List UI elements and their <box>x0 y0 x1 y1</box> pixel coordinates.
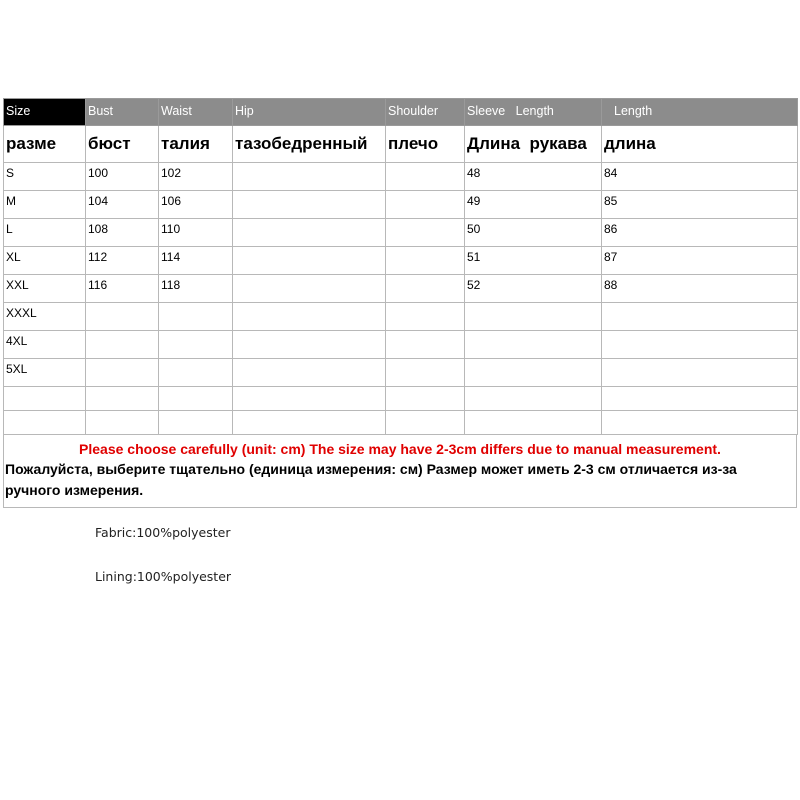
table-row <box>4 247 798 275</box>
note-russian: Пожалуйста, выберите тщательно (единица измерения: см) Размер может иметь 2-3 см отличается из-за ручного измерения. <box>5 461 737 498</box>
table-cell <box>465 303 602 331</box>
table-cell <box>386 387 465 411</box>
table-cell <box>386 359 465 387</box>
header-cell-size: Size <box>4 99 86 126</box>
table-cell: 52 <box>465 275 602 303</box>
size-notes <box>3 435 797 508</box>
table-cell <box>386 411 465 435</box>
table-row <box>4 275 798 303</box>
size-table <box>3 98 798 435</box>
ru-header-hip: тазобедренный <box>233 126 386 163</box>
fabric-info: Fabric:100%polyester <box>95 525 231 540</box>
table-cell: 116 <box>86 275 159 303</box>
table-cell: 50 <box>465 219 602 247</box>
table-cell: 110 <box>159 219 233 247</box>
table-cell: 106 <box>159 191 233 219</box>
ru-header-waist: талия <box>159 126 233 163</box>
table-cell <box>86 411 159 435</box>
ru-header-bust: бюст <box>86 126 159 163</box>
table-cell <box>602 359 798 387</box>
table-cell <box>4 387 86 411</box>
table-cell: 84 <box>602 163 798 191</box>
header-cell-sleeve-length: Sleeve Length <box>465 99 602 126</box>
table-row <box>4 387 798 411</box>
header-row <box>4 99 798 126</box>
table-cell <box>86 387 159 411</box>
table-cell: XXXL <box>4 303 86 331</box>
table-cell: 100 <box>86 163 159 191</box>
table-cell <box>602 303 798 331</box>
table-cell <box>386 275 465 303</box>
table-cell: 51 <box>465 247 602 275</box>
table-cell <box>602 411 798 435</box>
table-cell <box>86 331 159 359</box>
table-cell <box>233 387 386 411</box>
table-cell: 102 <box>159 163 233 191</box>
table-cell: 5XL <box>4 359 86 387</box>
header-cell-bust: Bust <box>86 99 159 126</box>
header-cell-shoulder: Shoulder <box>386 99 465 126</box>
table-cell <box>465 387 602 411</box>
table-cell: 88 <box>602 275 798 303</box>
table-cell <box>233 163 386 191</box>
table-cell <box>386 247 465 275</box>
table-cell: S <box>4 163 86 191</box>
table-cell <box>159 359 233 387</box>
header-cell-waist: Waist <box>159 99 233 126</box>
table-row <box>4 219 798 247</box>
ru-header-row <box>4 126 798 163</box>
ru-header-sleeve-length: Длина рукава <box>465 126 602 163</box>
table-cell <box>159 331 233 359</box>
table-row <box>4 303 798 331</box>
table-cell <box>465 331 602 359</box>
ru-header-length: длина <box>602 126 798 163</box>
table-cell <box>386 163 465 191</box>
table-cell: 104 <box>86 191 159 219</box>
table-cell: 87 <box>602 247 798 275</box>
table-cell <box>386 191 465 219</box>
table-row <box>4 331 798 359</box>
table-cell: 4XL <box>4 331 86 359</box>
table-cell: L <box>4 219 86 247</box>
header-cell-length: Length <box>602 99 798 126</box>
table-cell <box>86 359 159 387</box>
table-cell <box>386 303 465 331</box>
table-cell <box>386 219 465 247</box>
table-cell <box>159 387 233 411</box>
table-row <box>4 359 798 387</box>
table-cell <box>602 331 798 359</box>
table-cell: 86 <box>602 219 798 247</box>
table-cell <box>233 331 386 359</box>
table-cell: 118 <box>159 275 233 303</box>
table-cell <box>233 247 386 275</box>
ru-header-size: разме <box>4 126 86 163</box>
header-cell-hip: Hip <box>233 99 386 126</box>
table-cell: 112 <box>86 247 159 275</box>
table-cell <box>386 331 465 359</box>
table-row <box>4 411 798 435</box>
table-cell <box>233 359 386 387</box>
table-cell <box>233 303 386 331</box>
table-cell: M <box>4 191 86 219</box>
table-cell: 108 <box>86 219 159 247</box>
table-cell <box>233 411 386 435</box>
table-cell: 114 <box>159 247 233 275</box>
table-cell <box>4 411 86 435</box>
table-cell <box>465 411 602 435</box>
table-cell <box>233 219 386 247</box>
table-cell <box>233 191 386 219</box>
table-cell <box>86 303 159 331</box>
table-row <box>4 191 798 219</box>
table-cell: XL <box>4 247 86 275</box>
table-cell <box>465 359 602 387</box>
table-cell <box>602 387 798 411</box>
table-cell: XXL <box>4 275 86 303</box>
table-row <box>4 163 798 191</box>
table-cell <box>159 303 233 331</box>
table-cell <box>159 411 233 435</box>
ru-header-shoulder: плечо <box>386 126 465 163</box>
size-chart <box>3 98 797 508</box>
table-cell: 49 <box>465 191 602 219</box>
table-cell <box>233 275 386 303</box>
table-cell: 85 <box>602 191 798 219</box>
note-english: Please choose carefully (unit: cm) The size may have 2-3cm differs due to manual measurement. <box>79 441 721 457</box>
lining-info: Lining:100%polyester <box>95 569 232 584</box>
table-cell: 48 <box>465 163 602 191</box>
